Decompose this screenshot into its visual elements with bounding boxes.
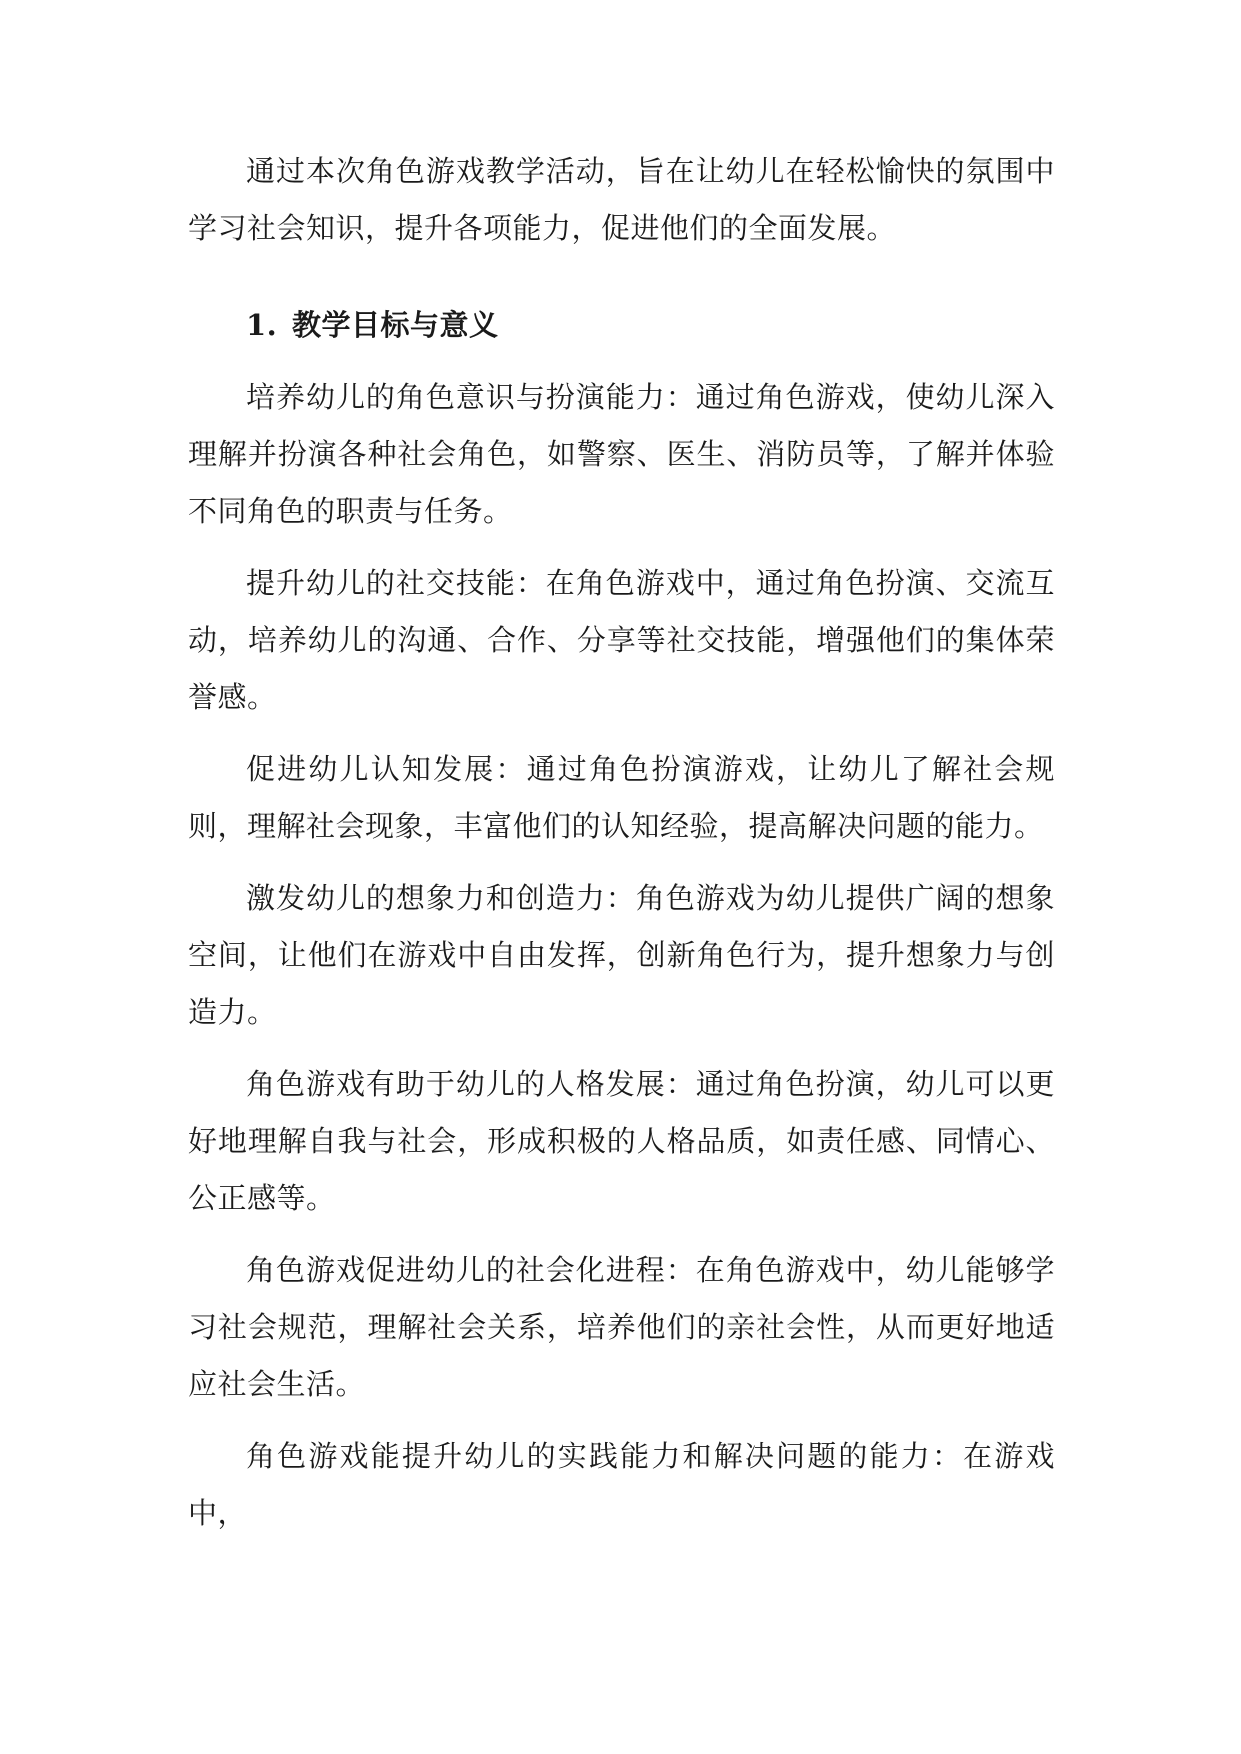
document-body: [188, 143, 1055, 1542]
section-title: 教学目标与意义: [292, 308, 499, 342]
section-number: 1.: [246, 308, 278, 342]
paragraph-role-awareness: 培养幼儿的角色意识与扮演能力：通过角色游戏，使幼儿深入理解并扮演各种社会角色，如警察、医生、消防员等，了解并体验不同角色的职责与任务。: [188, 380, 1055, 528]
paragraph-socialization: 角色游戏促进幼儿的社会化进程：在角色游戏中，幼儿能够学习社会规范，理解社会关系，培养他们的亲社会性，从而更好地适应社会生活。: [188, 1253, 1055, 1401]
intro-paragraph: 通过本次角色游戏教学活动，旨在让幼儿在轻松愉快的氛围中学习社会知识，提升各项能力，促进他们的全面发展。: [188, 154, 1055, 245]
paragraph-social-skills: 提升幼儿的社交技能：在角色游戏中，通过角色扮演、交流互动，培养幼儿的沟通、合作、分享等社交技能，增强他们的集体荣誉感。: [188, 566, 1055, 714]
paragraph-personality-development: 角色游戏有助于幼儿的人格发展：通过角色扮演，幼儿可以更好地理解自我与社会，形成积极的人格品质，如责任感、同情心、公正感等。: [188, 1067, 1055, 1215]
paragraph-imagination-creativity: 激发幼儿的想象力和创造力：角色游戏为幼儿提供广阔的想象空间，让他们在游戏中自由发挥，创新角色行为，提升想象力与创造力。: [188, 881, 1055, 1029]
section-heading: [188, 297, 1055, 354]
paragraph-practical-ability: 角色游戏能提升幼儿的实践能力和解决问题的能力：在游戏中，: [188, 1439, 1055, 1530]
paragraph-cognitive-development: 促进幼儿认知发展：通过角色扮演游戏，让幼儿了解社会规则，理解社会现象，丰富他们的认知经验，提高解决问题的能力。: [188, 752, 1055, 843]
